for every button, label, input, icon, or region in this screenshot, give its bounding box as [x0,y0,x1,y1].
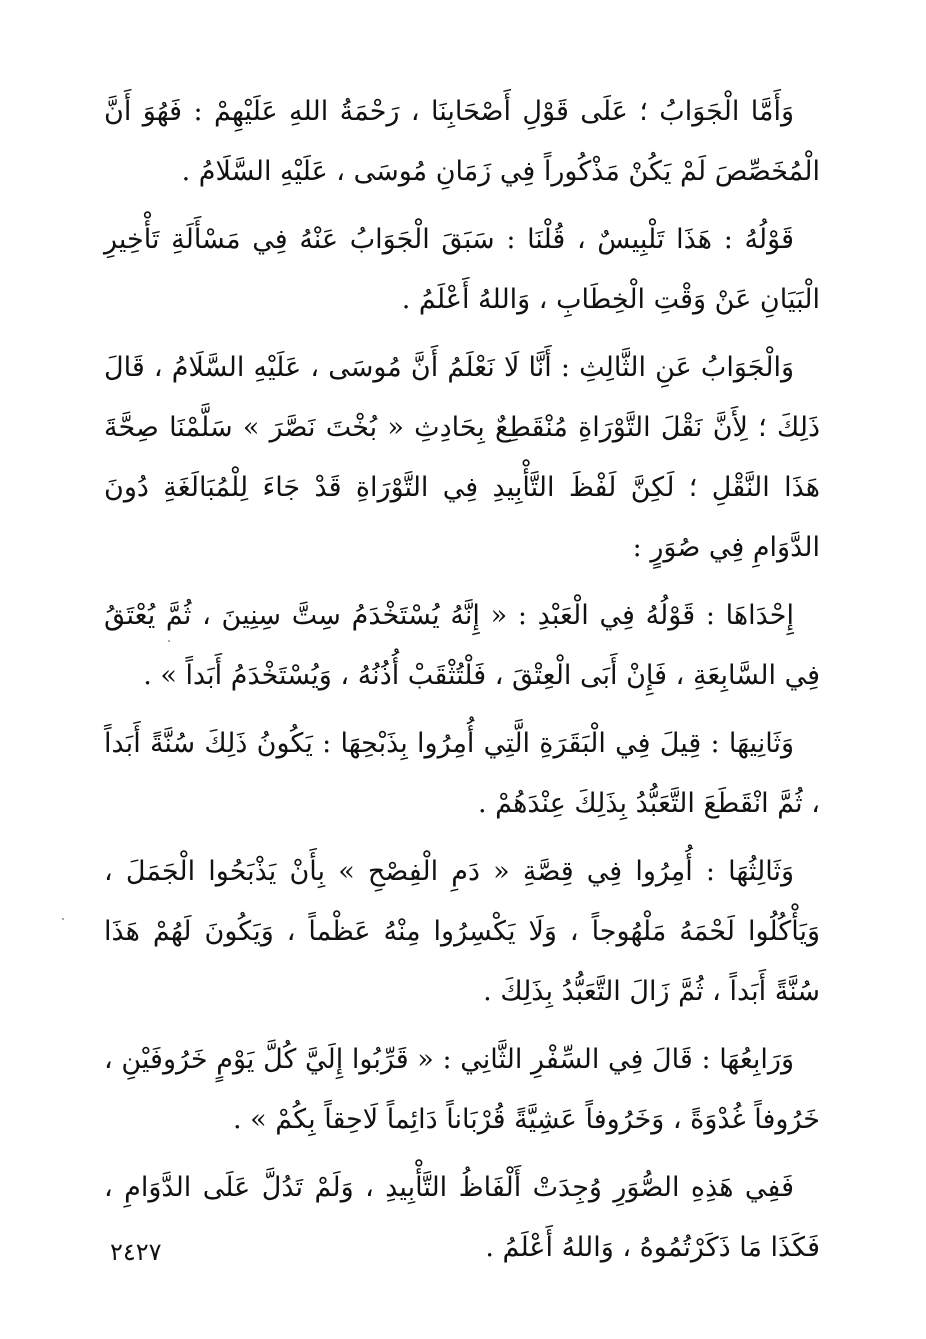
paragraph-3: وَالْجَوَابُ عَنِ الثَّالِثِ : أَنَّا لَا نَعْلَمُ أَنَّ مُوسَى ، عَلَيْهِ السَّلَامُ ، قَالَ ذَلِكَ ؛ لِأَنَّ نَقْلَ التَّوْرَاةِ مُنْقَطِعٌ بِحَادِثِ « بُخْتَ نَصَّرَ » سَلَّمْنَا صِحَّةَ هَذَا النَّقْلِ ؛ لَكِنَّ لَفْظَ التَّأْبِيدِ فِي التَّوْرَاةِ قَدْ جَاءَ لِلْمُبَالَغَةِ دُونَ الدَّوَامِ فِي صُوَرٍ : [104,352,820,563]
paragraph-4: إِحْدَاهَا : قَوْلُهُ فِي الْعَبْدِ : « إِنَّهُ يُسْتَخْدَمُ سِتَّ سِنِينَ ، ثُمَّ يُعْتَقُ فِي السَّابِعَةِ ، فَإِنْ أَبَى الْعِتْقَ ، فَلْتُثْقَبْ أُذُنُهُ ، وَيُسْتَخْدَمُ أَبَداً » . [104,600,820,691]
body-text [104,82,820,1286]
scan-speck [62,918,64,920]
paragraph-7: وَرَابِعُهَا : قَالَ فِي السِّفْرِ الثَّانِي : « قَرِّبُوا إِلَيَّ كُلَّ يَوْمٍ خَرُوفَيْنِ ، خَرُوفاً غُدْوَةً ، وَخَرُوفاً عَشِيَّةً قُرْبَاناً دَائِماً لَاحِقاً بِكُمْ » . [104,1044,820,1135]
paragraph-8: فَفِي هَذِهِ الصُّوَرِ وُجِدَتْ أَلْفَاظُ التَّأْبِيدِ ، وَلَمْ تَدُلَّ عَلَى الدَّوَامِ ، فَكَذَا مَا ذَكَرْتُمُوهُ ، وَاللهُ أَعْلَمُ . [104,1172,820,1263]
page-number: ٢٤٢٧ [110,1238,162,1266]
paragraph-5: وَثَانِيهَا : قِيلَ فِي الْبَقَرَةِ الَّتِي أُمِرُوا بِذَبْحِهَا : يَكُونُ ذَلِكَ سُنَّةً أَبَداً ، ثُمَّ انْقَطَعَ التَّعَبُّدُ بِذَلِكَ عِنْدَهُمْ . [104,728,820,819]
paragraph-6: وَثَالِثُهَا : أُمِرُوا فِي قِصَّةِ « دَمِ الْفِصْحِ » بِأَنْ يَذْبَحُوا الْجَمَلَ ، وَيَأْكُلُوا لَحْمَهُ مَلْهُوجاً ، وَلَا يَكْسِرُوا مِنْهُ عَظْماً ، وَيَكُونَ لَهُمْ هَذَا سُنَّةً أَبَداً ، ثُمَّ زَالَ التَّعَبُّدُ بِذَلِكَ . [104,856,820,1007]
paragraph-1: وَأَمَّا الْجَوَابُ ؛ عَلَى قَوْلِ أَصْحَابِنَا ، رَحْمَةُ اللهِ عَلَيْهِمْ : فَهُوَ أَنَّ الْمُخَصِّصَ لَمْ يَكُنْ مَذْكُوراً فِي زَمَانِ مُوسَى ، عَلَيْهِ السَّلَامُ . [104,96,820,187]
paragraph-2: قَوْلُهُ : هَذَا تَلْبِيسٌ ، قُلْنَا : سَبَقَ الْجَوَابُ عَنْهُ فِي مَسْأَلَةِ تَأْخِيرِ الْبَيَانِ عَنْ وَقْتِ الْخِطَابِ ، وَاللهُ أَعْلَمُ . [104,224,820,315]
